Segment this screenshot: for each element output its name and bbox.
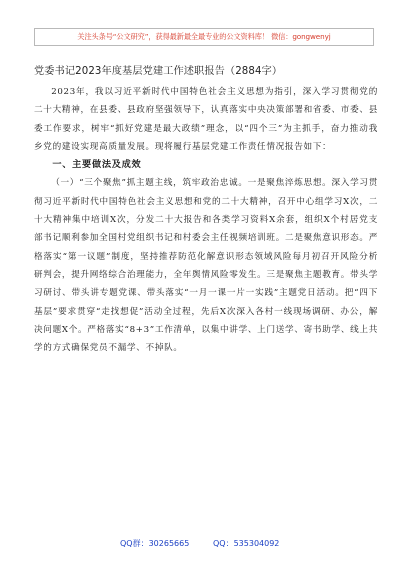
footer-qq-group: QQ群：30265665 xyxy=(120,539,190,548)
promo-banner-text: 关注头条号“公文研究”，获得最新最全最专业的公文资料库！ 微信：gongwenyj xyxy=(77,32,331,41)
intro-paragraph: 2023年，我以习近平新时代中国特色社会主义思想为指引，深入学习贯彻党的二十大精神，在县委、县政府坚强领导下，认真落实中央决策部署和省委、市委、县委工作要求，树牢“抓好党建是最大政绩”理念，以“四个三”为主抓手，奋力推动我乡党的建设实现高质量发展。现将履行基层党建工作责任情况报告如下： xyxy=(34,87,378,152)
document-title: 党委书记2023年度基层党建工作述职报告（2884字） xyxy=(34,66,283,77)
promo-banner xyxy=(34,28,374,46)
document-body xyxy=(34,83,378,357)
footer-qq-number: QQ：535304092 xyxy=(213,539,280,548)
footer-contacts xyxy=(0,538,408,552)
section-heading: 一、主要做法及成效 xyxy=(52,159,142,171)
body-paragraph: （一）“三个聚焦”抓主题主线，筑牢政治忠诚。一是聚焦淬炼思想。深入学习贯彻习近平新时代中国特色社会主义思想和党的二十大精神，召开中心组学习X次，二十大精神集中培训X次，分发二十大报告和各类学习资料X余套，组织X个村居党支部书记顺利参加全国村党组织书记和村委会主任视频培训班。二是聚焦意识形态。严格落实“第一议题”制度，坚持推荐防范化解意识形态领域风险每月初召开风险分析研判会，提升网络综合治理能力，全年舆情风险零发生。三是聚焦主题教育。带头学习研讨、带头讲专题党课、带头落实“一月一课一片一实践”主题党日活动。把“四下基层”要求贯穿“走找想促”活动全过程，先后X次深入各村一线现场调研、办公，解决问题X个。严格落实“8+3”工作清单，以集中讲学、上门送学、寄书助学、线上共学的方式确保党员不漏学、不掉队。 xyxy=(34,178,378,354)
